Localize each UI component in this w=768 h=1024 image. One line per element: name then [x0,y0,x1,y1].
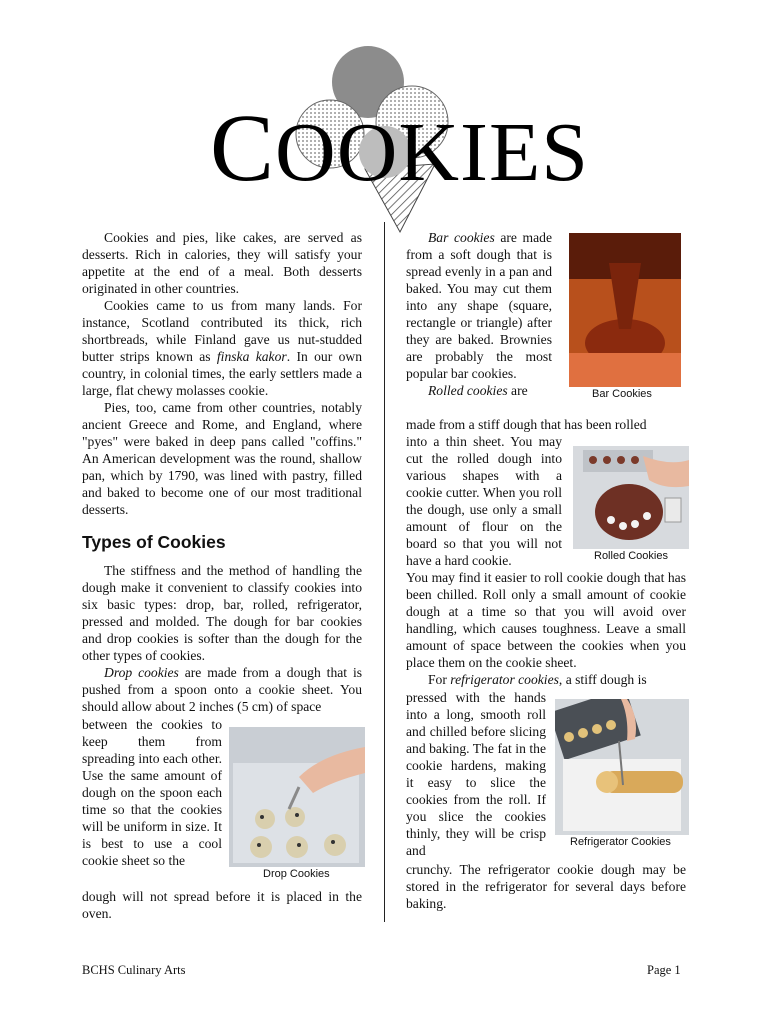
page-title: COOKIES [210,94,590,201]
intro-text [82,229,362,518]
footer-page-number: Page 1 [647,963,681,977]
drop-paragraph-end: dough will not spread before it is placed in the oven. [82,889,362,921]
drop-cookies-photo [229,727,365,867]
origins-paragraph: Cookies came to us from many lands. For instance, Scotland contributed its thick, rich shortbreads, while Finland gave us nut-studded butter strips known as finska kakor. In our own country, in colonial times, the early settlers made a large, flat chewy molasses cookie. [82,298,362,398]
refrigerator-cookies-photo [555,699,689,835]
section-heading: Types of Cookies [82,532,226,552]
rolled-text-continued: You may find it easier to roll cookie dough that has been chilled. Roll only a small amount of cookie dough at a time so that you will avoid over handling, which causes toughness. Leave a small amount of space between the cookies when you place them on the cookie sheet. For refrigerator cookies, a stiff dough is [406,570,686,687]
caption-refrigerator-cookies: Refrigerator Cookies [570,836,671,848]
rolled-text-narrow: into a thin sheet. You may cut the rolled dough into various shapes with a cookie cutter. When you roll the dough, use only a small amount of flour on the board so that you will not have a hard cookie. [406,434,562,568]
caption-drop-cookies: Drop Cookies [263,868,330,880]
caption-bar-cookies: Bar Cookies [592,388,652,400]
drop-paragraph-middle: between the cookies to keep them from spreading into each other. Use the same amount of dough on the spoon each time so that the cookies will be uniform in size. It is best to use a cool cookie sheet so the [82,717,222,868]
refrigerator-text-end: crunchy. The refrigerator cookie dough may be stored in the refrigerator for several days before baking. [406,862,686,911]
types-paragraph: The stiffness and the method of handling the dough make it convenient to classify cookies into six basic types: drop, bar, rolled, refrigerator, pressed and molded. The dough for bar cookies and drop cookies is softer than the dough for the other types of cookies. [82,563,362,663]
rolled-cookies-photo [573,446,689,549]
bar-cookies-text: Bar cookies are made from a soft dough that is spread evenly in a pan and baked. You may cut them into any shape (square, rectangle or triangle) after they are baked. Brownies are probably the most popular bar cookies. Rolled cookies are [406,230,552,398]
bar-cookies-photo [569,233,681,387]
caption-rolled-cookies: Rolled Cookies [594,550,668,562]
types-text [82,562,362,715]
refrigerator-text-narrow: pressed with the hands into a long, smooth roll and chilled before slicing and baking. The fat in the cookie hardens, making it easy to slice the cookies from the roll. If you slice the cookies thinly, they will be crisp and [406,690,546,858]
footer-course-name: BCHS Culinary Arts [82,963,186,977]
column-divider [384,222,385,922]
rolled-text-full: made from a stiff dough that has been rolled [406,417,647,432]
intro-paragraph: Cookies and pies, like cakes, are served as desserts. Rich in calories, they will satisfy your appetite at the end of a meal. Both desserts originated in other countries. [82,230,362,296]
drop-paragraph-start: Drop cookies are made from a dough that is pushed from a spoon onto a cookie sheet. You should allow about 2 inches (5 cm) of space [82,665,363,714]
pies-paragraph: Pies, too, came from other countries, notably ancient Greece and Rome, and England, where "pyes" were baked in deep pans called "coffins." An American development was the round, shallow pan, which by 1790, was lined with pastry, filled and baked to become one of our most traditional desserts. [82,400,362,517]
